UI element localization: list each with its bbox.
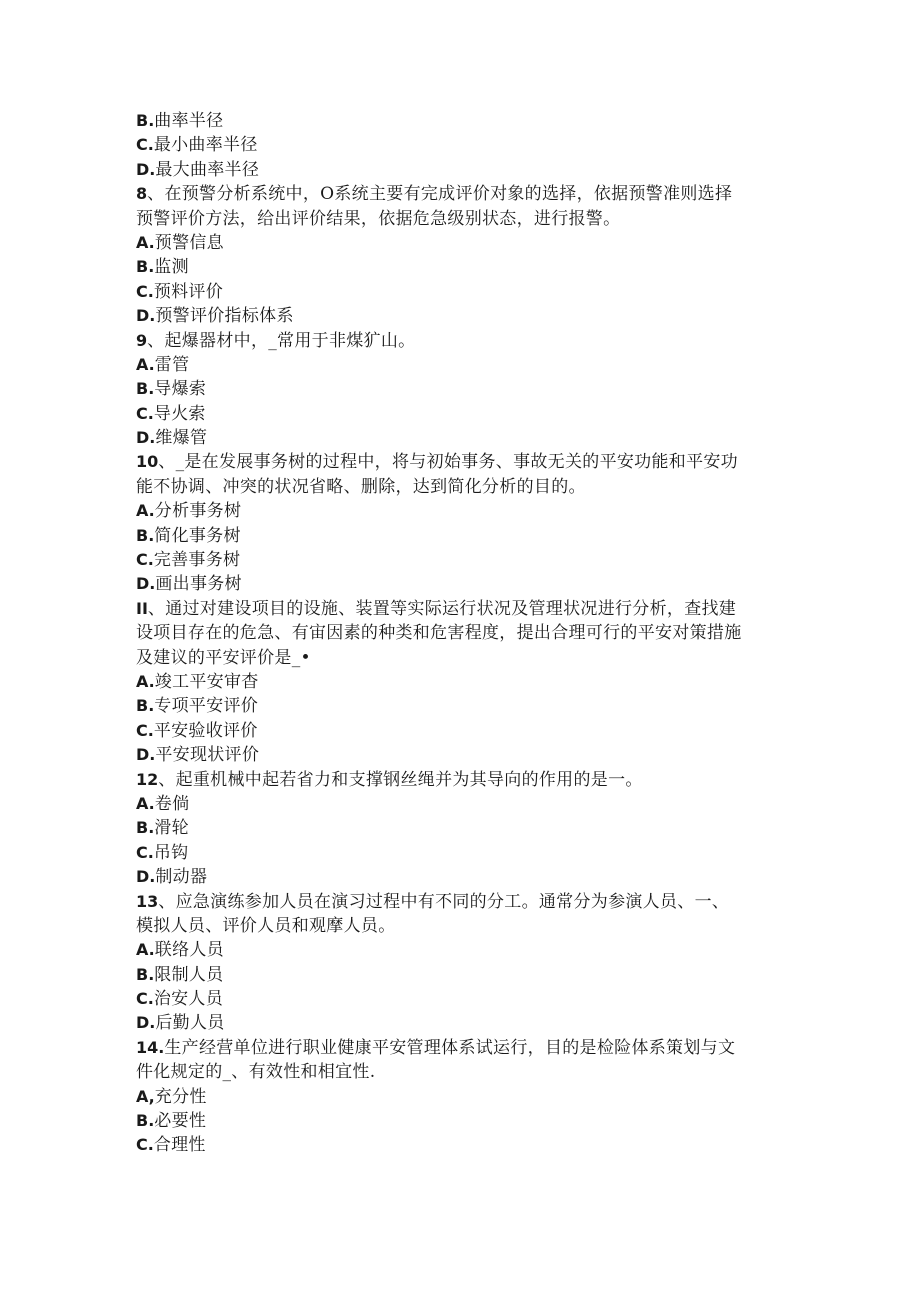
- option-line: [136, 963, 786, 987]
- option-line: [136, 1011, 786, 1035]
- option-text: 吊钩: [153, 842, 189, 863]
- option-letter: B.: [136, 257, 155, 277]
- option-text: 预料评价: [153, 281, 224, 302]
- option-text: 预警信息: [154, 232, 224, 253]
- option-line: [136, 231, 786, 255]
- option-letter: D.: [136, 867, 156, 887]
- question-text: 及建议的平安评价是_•: [136, 647, 311, 668]
- option-letter: C.: [136, 989, 154, 1009]
- option-letter: A.: [136, 940, 155, 960]
- option-line: [136, 353, 786, 377]
- question-number: 12: [136, 769, 159, 789]
- option-text: 制动器: [155, 867, 208, 888]
- question-text: 、_是在发展事务树的过程中，将与初始事务、事故无关的平安功能和平安功: [158, 452, 738, 473]
- option-letter: C.: [136, 1135, 154, 1155]
- option-letter: C.: [136, 403, 154, 423]
- option-line: [136, 1085, 786, 1109]
- option-text: 最大曲率半径: [155, 159, 260, 180]
- option-letter: B.: [136, 964, 155, 984]
- option-letter: A.: [136, 354, 155, 374]
- option-letter: C.: [136, 281, 154, 301]
- question-text: 、应急演练参加人员在演习过程中有不同的分工。通常分为参演人员、一、: [158, 891, 730, 912]
- option-letter: B.: [136, 696, 155, 716]
- option-text: 维爆管: [155, 428, 208, 449]
- option-line: [136, 572, 786, 596]
- option-line: [136, 1109, 786, 1133]
- question-line: [136, 1036, 786, 1060]
- question-line: [136, 450, 786, 474]
- option-letter: C.: [136, 842, 154, 862]
- question-text: 能不协调、冲突的状况省略、删除，达到简化分析的目的。: [136, 476, 586, 497]
- option-text: 滑轮: [154, 818, 189, 839]
- option-text: 完善事务树: [153, 550, 241, 571]
- option-line: [136, 987, 786, 1011]
- option-letter: D.: [136, 306, 156, 326]
- option-text: 治安人员: [153, 989, 224, 1010]
- option-line: [136, 841, 786, 865]
- option-text: 雷管: [154, 354, 190, 375]
- option-text: 导爆索: [154, 379, 207, 400]
- option-letter: D.: [136, 428, 156, 448]
- question-text: 、通过对建设项目的设施、装置等实际运行状况及管理状况进行分析，查找建: [147, 598, 737, 619]
- option-text: 导火索: [153, 403, 206, 424]
- option-letter: B.: [136, 525, 155, 545]
- question-text: 模拟人员、评价人员和观摩人员。: [136, 915, 396, 936]
- option-line: [136, 499, 786, 523]
- option-line: [136, 865, 786, 889]
- option-line: [136, 280, 786, 304]
- question-continuation: [136, 207, 786, 231]
- question-continuation: [136, 646, 786, 670]
- question-line: [136, 597, 786, 621]
- option-letter: A.: [136, 501, 155, 521]
- question-number: 14.: [136, 1037, 165, 1057]
- option-line: [136, 743, 786, 767]
- option-line: [136, 548, 786, 572]
- option-line: [136, 255, 786, 279]
- question-text: 件化规定的_、有效性和相宜性.: [136, 1062, 376, 1083]
- option-line: [136, 426, 786, 450]
- option-text: 预警评价指标体系: [155, 306, 294, 327]
- option-text: 必要性: [154, 1111, 207, 1132]
- question-text: 、起重机械中起若省力和支撑钢丝绳并为其导向的作用的是一。: [158, 769, 643, 790]
- option-letter: B.: [136, 818, 155, 838]
- option-letter: D.: [136, 159, 156, 179]
- option-letter: A.: [136, 671, 155, 691]
- option-letter: A.: [136, 232, 155, 252]
- option-line: [136, 792, 786, 816]
- question-line: [136, 329, 786, 353]
- option-line: [136, 109, 786, 133]
- option-line: [136, 719, 786, 743]
- option-letter: A,: [136, 1086, 155, 1106]
- option-text: 专项平安评价: [154, 696, 259, 717]
- option-line: [136, 816, 786, 840]
- option-text: 后勤人员: [155, 1013, 225, 1034]
- option-text: 联络人员: [154, 940, 224, 961]
- question-text: 设项目存在的危急、有宙因素的种类和危害程度，提出合理可行的平安对策措施: [136, 623, 742, 644]
- option-text: 平安现状评价: [155, 745, 260, 766]
- question-line: [136, 182, 786, 206]
- option-letter: C.: [136, 550, 154, 570]
- option-text: 画出事务树: [155, 574, 242, 595]
- question-continuation: [136, 1060, 786, 1084]
- option-text: 平安验收评价: [153, 720, 258, 741]
- option-text: 曲率半径: [154, 111, 224, 131]
- document-page: [136, 109, 786, 1158]
- option-letter: B.: [136, 1111, 155, 1131]
- option-line: [136, 158, 786, 182]
- option-text: 充分性: [154, 1086, 207, 1107]
- question-number: 9: [136, 330, 148, 350]
- option-line: [136, 694, 786, 718]
- question-number: 8: [136, 184, 148, 204]
- option-text: 合理性: [153, 1135, 206, 1156]
- option-letter: D.: [136, 574, 156, 594]
- question-continuation: [136, 621, 786, 645]
- option-text: 简化事务树: [154, 525, 241, 546]
- option-line: [136, 524, 786, 548]
- option-text: 卷倘: [154, 793, 190, 814]
- option-text: 限制人员: [154, 964, 224, 985]
- option-text: 分析事务树: [154, 501, 242, 522]
- question-number: II: [136, 598, 148, 618]
- question-continuation: [136, 914, 786, 938]
- question-number: 13: [136, 891, 159, 911]
- option-line: [136, 1133, 786, 1157]
- option-line: [136, 402, 786, 426]
- question-text: 、起爆器材中，_常用于非煤犷山。: [147, 330, 416, 351]
- option-letter: C.: [136, 720, 154, 740]
- question-text: 、在预警分析系统中，O系统主要有完成评价对象的选择，依据预警准则选择: [147, 184, 733, 205]
- option-letter: C.: [136, 135, 154, 155]
- option-line: [136, 377, 786, 401]
- option-line: [136, 304, 786, 328]
- option-text: 最小曲率半径: [153, 135, 258, 156]
- option-letter: B.: [136, 111, 155, 130]
- option-letter: B.: [136, 379, 155, 399]
- option-letter: D.: [136, 745, 156, 765]
- question-text: 预警评价方法，给出评价结果，依据危急级别状态，进行报警。: [136, 208, 621, 229]
- option-text: 竣工平安审杳: [154, 671, 259, 692]
- question-text: 生产经营单位进行职业健康平安管理体系试运行，目的是检险体系策划与文: [164, 1037, 736, 1058]
- option-line: [136, 133, 786, 157]
- option-letter: A.: [136, 793, 155, 813]
- question-line: [136, 768, 786, 792]
- question-line: [136, 890, 786, 914]
- option-text: 监测: [154, 257, 189, 278]
- question-number: 10: [136, 452, 159, 472]
- question-continuation: [136, 475, 786, 499]
- option-line: [136, 670, 786, 694]
- option-line: [136, 938, 786, 962]
- option-letter: D.: [136, 1013, 156, 1033]
